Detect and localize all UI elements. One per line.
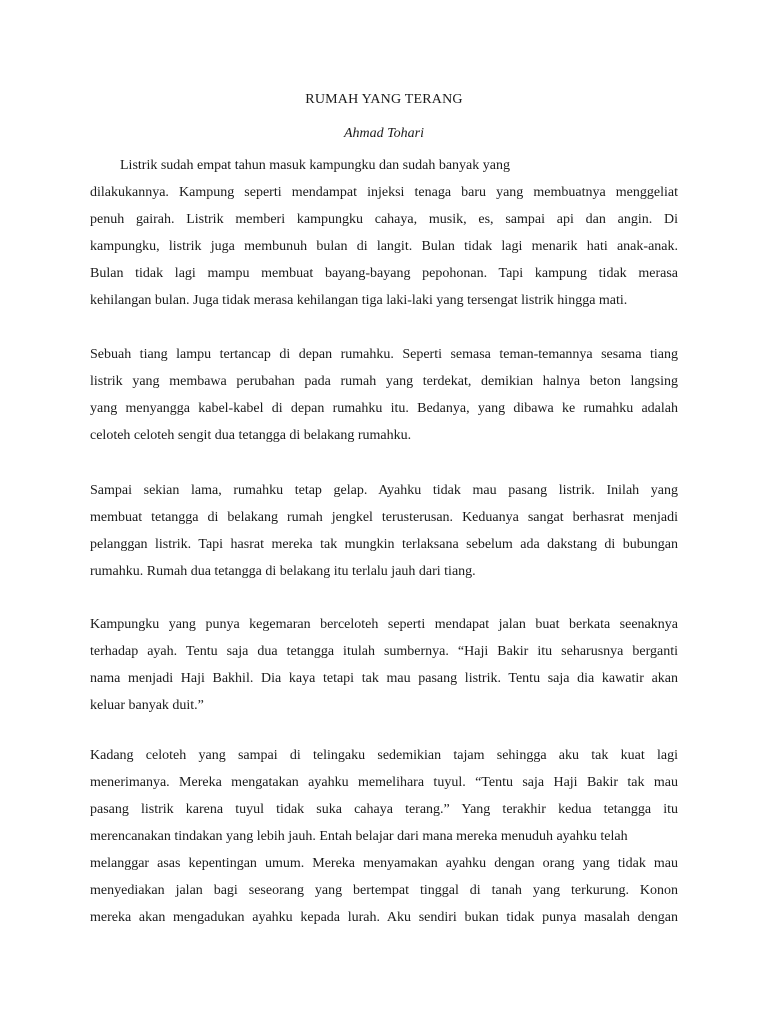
paragraph-line: kampungku, listrik juga membunuh bulan di langit. Bulan tidak lagi menarik hati anak-anak.	[90, 239, 678, 254]
paragraph-line: pasang listrik karena tuyul tidak suka cahaya terang.” Yang terakhir kedua tetangga itu	[90, 802, 678, 817]
paragraph-line: Listrik sudah empat tahun masuk kampungku dan sudah banyak yang	[120, 158, 510, 173]
paragraph-5	[90, 742, 678, 931]
paragraph-line: celoteh celoteh sengit dua tetangga di belakang rumahku.	[90, 428, 412, 443]
paragraph-line: kehilangan bulan. Juga tidak merasa kehilangan tiga laki-laki yang tersengat listrik hingga mati.	[90, 293, 628, 308]
paragraph-3	[90, 477, 678, 585]
paragraph-line: dilakukannya. Kampung seperti mendampat injeksi tenaga baru yang membuatnya menggeliat	[90, 185, 678, 200]
paragraph-1	[90, 152, 678, 314]
paragraph-line: Sampai sekian lama, rumahku tetap gelap. Ayahku tidak mau pasang listrik. Inilah yang	[90, 483, 678, 498]
paragraph-line: Kampungku yang punya kegemaran berceloteh seperti mendapat jalan buat berkata seenaknya	[90, 617, 678, 632]
paragraph-line: nama menjadi Haji Bakhil. Dia kaya tetapi tak mau pasang listrik. Tentu saja dia kawatir akan	[90, 671, 678, 686]
paragraph-2	[90, 341, 678, 449]
paragraph-line: mereka akan mengadukan ayahku kepada lurah. Aku sendiri bukan tidak punya masalah dengan	[90, 910, 678, 925]
paragraph-line: listrik yang membawa perubahan pada rumah yang terdekat, demikian halnya beton langsing	[90, 374, 678, 389]
paragraph-4	[90, 611, 678, 719]
paragraph-line: pelanggan listrik. Tapi hasrat mereka tak mungkin terlaksana sebelum ada dakstang di bubungan	[90, 537, 678, 552]
paragraph-line: penuh gairah. Listrik memberi kampungku cahaya, musik, es, sampai api dan angin. Di	[90, 212, 678, 227]
paragraph-line: yang menyangga kabel-kabel di depan rumahku itu. Bedanya, yang dibawa ke rumahku adalah	[90, 401, 678, 416]
story-title: RUMAH YANG TERANG	[305, 92, 463, 107]
paragraph-line: terhadap ayah. Tentu saja dua tetangga itulah sumbernya. “Haji Bakir itu seharusnya berganti	[90, 644, 678, 659]
paragraph-line: rumahku. Rumah dua tetangga di belakang itu terlalu jauh dari tiang.	[90, 564, 476, 579]
paragraph-line: Sebuah tiang lampu tertancap di depan rumahku. Seperti semasa teman-temannya sesama tiang	[90, 347, 678, 362]
paragraph-line: menyediakan jalan bagi seseorang yang bertempat tinggal di tanah yang terkurung. Konon	[90, 883, 678, 898]
paragraph-line: menerimanya. Mereka mengatakan ayahku memelihara tuyul. “Tentu saja Haji Bakir tak mau	[90, 775, 678, 790]
paragraph-line: melanggar asas kepentingan umum. Mereka menyamakan ayahku dengan orang yang tidak mau	[90, 856, 678, 871]
paragraph-line: keluar banyak duit.”	[90, 698, 204, 713]
story-author: Ahmad Tohari	[343, 126, 424, 141]
paragraph-line: Kadang celoteh yang sampai di telingaku sedemikian tajam sehingga aku tak kuat lagi	[90, 748, 678, 763]
paragraph-line: membuat tetangga di belakang rumah jengkel terusterusan. Keduanya sangat berhasrat menjadi	[90, 510, 678, 525]
paragraph-line: merencanakan tindakan yang lebih jauh. Entah belajar dari mana mereka menuduh ayahku telah	[90, 829, 628, 844]
paragraph-line: Bulan tidak lagi mampu membuat bayang-bayang pepohonan. Tapi kampung tidak merasa	[90, 266, 678, 281]
